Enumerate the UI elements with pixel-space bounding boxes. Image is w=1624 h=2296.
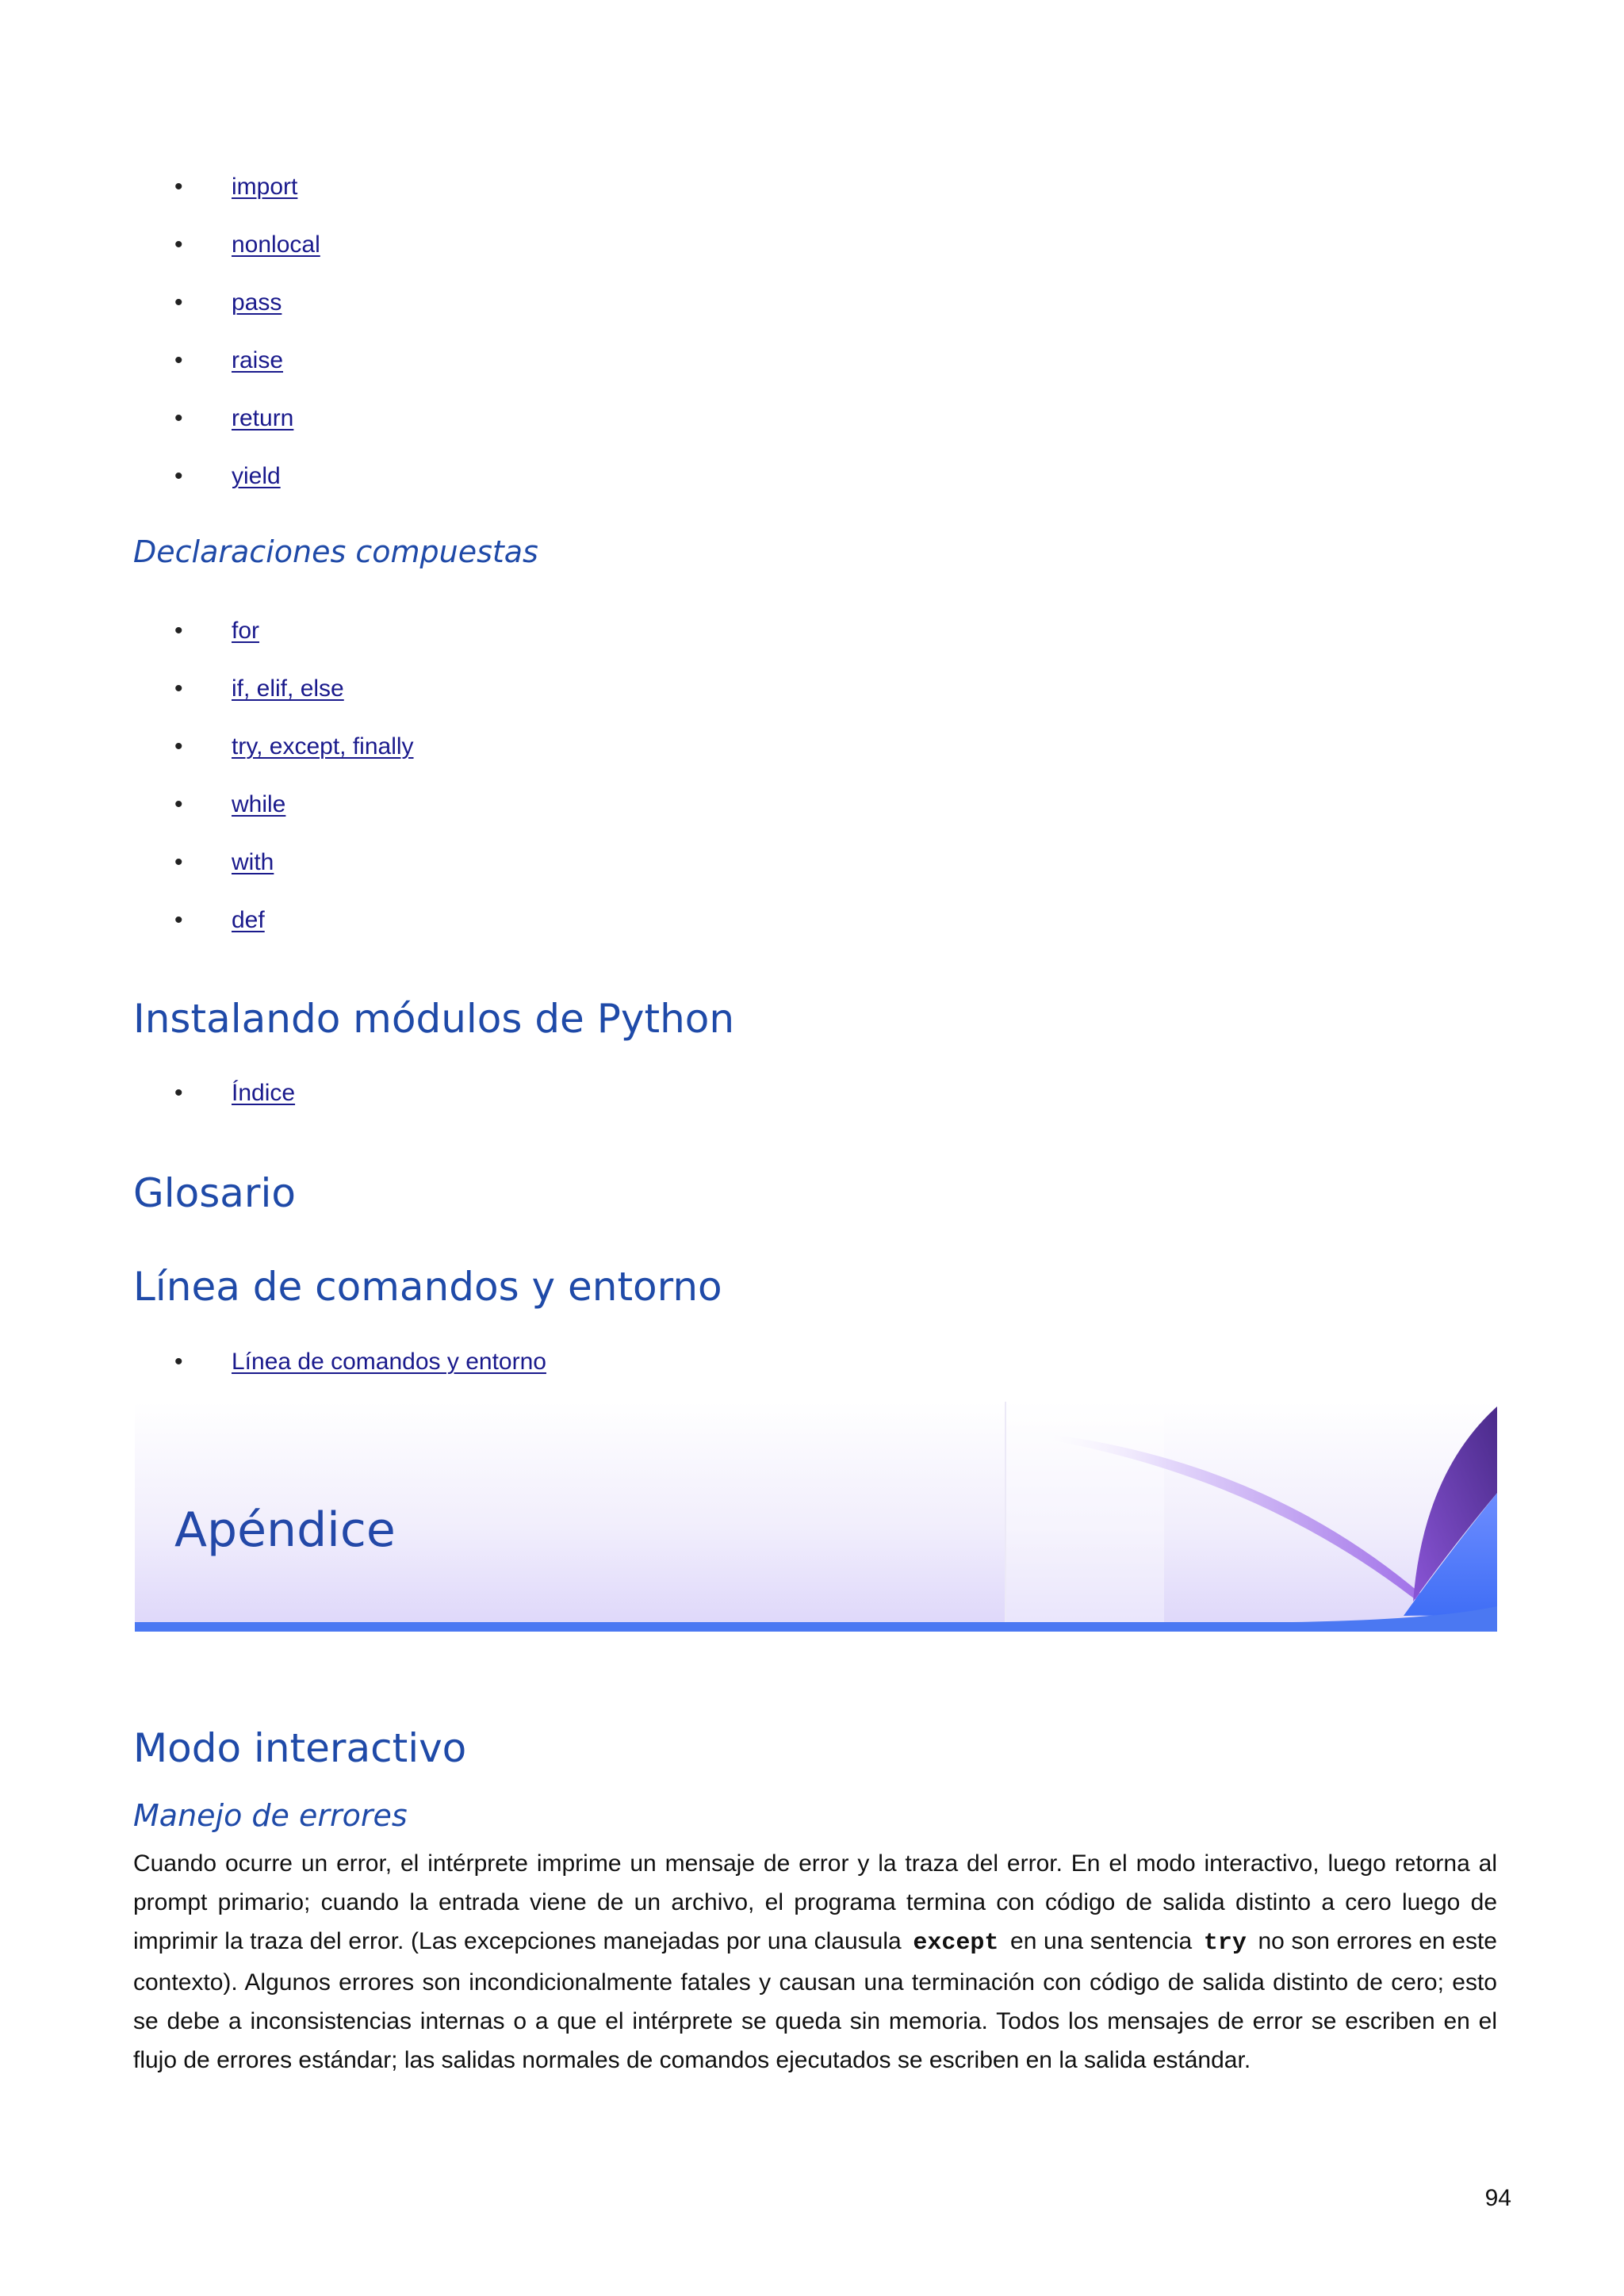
list-item — [0, 1345, 1624, 1402]
paragraph-text: en una sentencia — [1010, 1928, 1193, 1954]
link-def[interactable]: def — [232, 907, 265, 933]
link-with[interactable]: with — [232, 849, 274, 875]
link-nonlocal[interactable]: nonlocal — [232, 232, 320, 258]
list-item — [0, 401, 1624, 459]
list-item — [0, 285, 1624, 343]
bullet-icon: • — [174, 289, 183, 316]
code-except: except — [913, 1930, 999, 1957]
bullet-icon: • — [174, 618, 183, 644]
link-indice[interactable]: Índice — [232, 1080, 296, 1106]
bullet-icon: • — [174, 733, 183, 760]
interactive-mode-heading: Modo interactivo — [133, 1725, 467, 1771]
link-return[interactable]: return — [232, 405, 294, 431]
bullet-icon: • — [174, 849, 183, 875]
list-item — [0, 228, 1624, 285]
bullet-icon: • — [174, 347, 183, 373]
list-item — [0, 672, 1624, 729]
list-item — [0, 170, 1624, 228]
link-for[interactable]: for — [232, 618, 260, 644]
page-number: 94 — [1484, 2185, 1511, 2211]
bullet-icon: • — [174, 1349, 183, 1375]
paragraph-text: no son errores en este contexto). Algunos errores son incondicionalmente fatales y causan una terminación con código de salida distinto de cero; esto se debe a inconsistencias internas o a que el intérprete se queda sin memoria. Todos los mensajes de error se escriben en el flujo de errores estándar; las salidas normales de comandos ejecutados se escriben en la salida estándar. — [133, 1928, 1497, 2073]
link-raise[interactable]: raise — [232, 347, 284, 373]
list-item — [0, 845, 1624, 903]
paragraph-text: Cuando ocurre un error, el intérprete imprime un mensaje de error y la traza del error. En el modo interactivo, luego retorna al prompt primario; cuando la entrada viene de un archivo, el programa termina con código de salida distinto a cero luego de imprimir la traza del error. (Las excepciones manejadas por una clausula — [133, 1850, 1497, 1954]
error-handling-paragraph — [133, 1844, 1497, 2080]
bullet-icon: • — [174, 907, 183, 933]
list-item — [0, 459, 1624, 517]
compound-statements-heading: Declaraciones compuestas — [133, 534, 538, 569]
bullet-icon: • — [174, 463, 183, 489]
link-command-line[interactable]: Línea de comandos y entorno — [232, 1349, 546, 1375]
bullet-icon: • — [174, 232, 183, 258]
bullet-icon: • — [174, 1080, 183, 1106]
error-handling-heading: Manejo de errores — [133, 1798, 408, 1833]
link-try-except-finally[interactable]: try, except, finally — [232, 733, 414, 760]
list-item — [0, 614, 1624, 672]
appendix-title: Apéndice — [174, 1502, 396, 1558]
list-item — [0, 787, 1624, 845]
installing-modules-heading: Instalando módulos de Python — [133, 996, 735, 1042]
compound-statements-list — [0, 614, 1624, 961]
link-pass[interactable]: pass — [232, 289, 282, 316]
list-item — [0, 343, 1624, 401]
simple-statements-list — [0, 170, 1624, 517]
list-item — [0, 1076, 1624, 1134]
bullet-icon: • — [174, 791, 183, 817]
list-item — [0, 729, 1624, 787]
link-import[interactable]: import — [232, 174, 298, 200]
bullet-icon: • — [174, 405, 183, 431]
bullet-icon: • — [174, 174, 183, 200]
code-try: try — [1203, 1930, 1247, 1957]
command-line-list — [0, 1345, 1624, 1402]
list-item — [0, 903, 1624, 961]
link-while[interactable]: while — [232, 791, 286, 817]
glossary-heading: Glosario — [133, 1170, 296, 1216]
installing-modules-list — [0, 1076, 1624, 1134]
command-line-heading: Línea de comandos y entorno — [133, 1264, 722, 1310]
link-if-elif-else[interactable]: if, elif, else — [232, 675, 344, 702]
bullet-icon: • — [174, 675, 183, 702]
link-yield[interactable]: yield — [232, 463, 281, 489]
